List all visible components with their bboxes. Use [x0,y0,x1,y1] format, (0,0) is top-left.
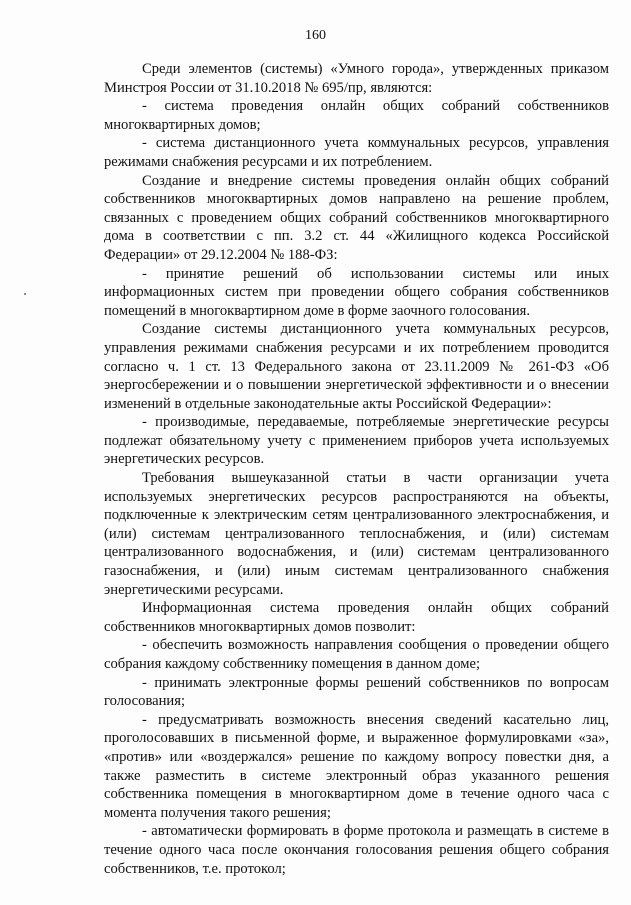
paragraph: Создание системы дистанционного учета коммунальных ресурсов, управления режимами снабжения ресурсами и их потреблением проводится согласно ч. 1 ст. 13 Федерального закона от 23.11.2009 № 261-ФЗ «Об энергосбережении и о повышении энергетической эффективности и о внесении изменений в отдельные законодательные акты Российской Федерации»: [104,321,609,412]
list-item: - предусматривать возможность внесения сведений касательно лиц, проголосовавших в письменной форме, и выраженное формулировками «за», «против» или «воздержался» решение по каждому вопросу повестки дня, а также разместить в системе электронный образ указанного решения собственника помещения в многоквартирном доме в течение одного часа с момента получения такого решения; [104,711,609,821]
margin-mark [24,293,26,295]
list-item: - обеспечить возможность направления сообщения о проведении общего собрания каждому собственнику помещения в данном доме; [104,637,609,672]
paragraph: Информационная система проведения онлайн общих собраний собственников многоквартирных домов позволит: [104,600,609,635]
paragraph: Требования вышеуказанной статьи в части организации учета используемых энергетических ресурсов распространяются на объекты, подключенные к электрическим сетям централизованного электроснабжения, и (или) системам централизованного теплоснабжения, и (или) системам централизованного водоснабжения, и (или) системам централизованного газоснабжения, и (или) иным системам централизованного снабжения энергетическими ресурсами. [104,470,609,598]
list-item: - принимать электронные формы решений собственников по вопросам голосования; [104,674,609,710]
page-number: 160 [305,28,326,43]
document-body [104,60,609,878]
list-item: - производимые, передаваемые, потребляемые энергетические ресурсы подлежат обязательному учету с применением приборов учета используемых энергетических ресурсов. [104,414,609,468]
paragraph: Среди элементов (системы) «Умного города», утвержденных приказом Минстроя России от 31.10.2018 № 695/пр, являются: [104,61,609,96]
list-item: - система проведения онлайн общих собраний собственников многоквартирных домов; [104,98,609,133]
paragraph: Создание и внедрение системы проведения онлайн общих собраний собственников многоквартирных домов направлено на решение проблем, связанных с проведением общих собраний собственников многоквартирного дома в соответствии с пп. 3.2 ст. 44 «Жилищного кодекса Российской Федерации» от 29.12.2004 № 188-ФЗ: [104,172,609,263]
list-item: - система дистанционного учета коммунальных ресурсов, управления режимами снабжения ресурсами и их потреблением. [104,135,609,170]
list-item: - автоматически формировать в форме протокола и размещать в системе в течение одного часа после окончания голосования решения общего собрания собственников, т.е. протокол; [104,823,609,877]
list-item: - принятие решений об использовании системы или иных информационных систем при проведении общего собрания собственников помещений в многоквартирном доме в форме заочного голосования. [104,265,609,319]
